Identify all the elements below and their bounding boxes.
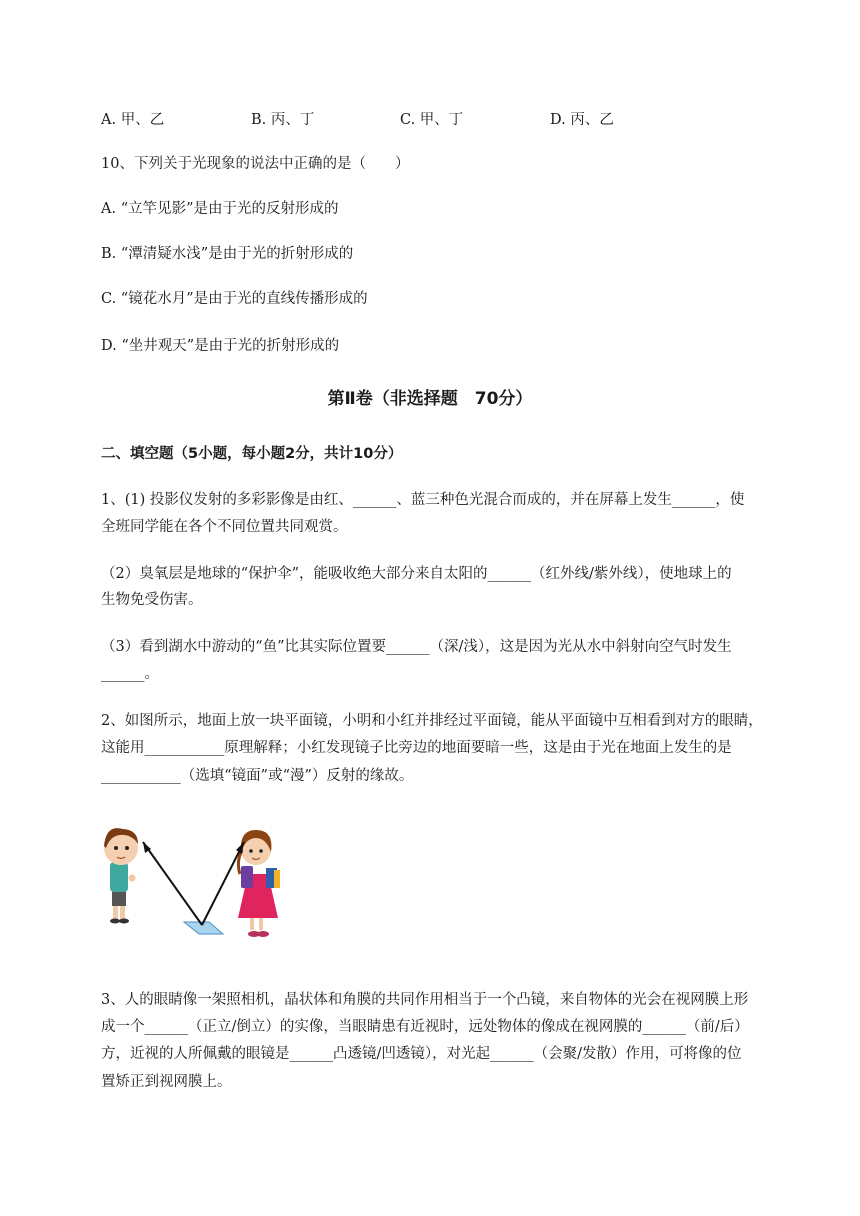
fill-3-line-3: 方，近视的人所佩戴的眼镜是______凸透镜/凹透镜），对光起______（会聚/发散）作用，可将像的位 — [101, 1046, 742, 1062]
mirror-reflection-figure — [98, 818, 294, 950]
fill-3-line-2: 成一个______（正立/倒立）的实像，当眼睛患有近视时，远处物体的像成在视网膜的______（前/后） — [101, 1019, 749, 1035]
q9-option-a: A. 甲、乙 — [101, 112, 165, 128]
q10-option-d: D. “坐井观天”是由于光的折射形成的 — [101, 338, 340, 354]
fill-1-line-1: 1、(1) 投影仪发射的多彩影像是由红、______、蓝三种色光混合而成的，并在屏幕上发生______，使 — [101, 492, 745, 508]
q9-options — [101, 108, 741, 128]
q10-option-c: C. “镜花水月”是由于光的直线传播形成的 — [101, 291, 368, 307]
q9-option-c: C. 甲、丁 — [400, 112, 464, 128]
q10-option-a: A. “立竿见影”是由于光的反射形成的 — [101, 201, 339, 217]
girl-figure — [238, 830, 280, 937]
section-title: 第Ⅱ卷（非选择题 70分） — [327, 389, 533, 409]
fill-3-line-4: 置矫正到视网膜上。 — [101, 1074, 232, 1090]
boy-figure — [104, 828, 138, 923]
fill-1-line-5: （3）看到湖水中游动的“鱼”比其实际位置要______（深/浅），这是因为光从水中斜射向空气时发生 — [101, 639, 732, 655]
q10-stem: 10、下列关于光现象的说法中正确的是（ ） — [101, 156, 410, 172]
fill-2-line-1: 2、如图所示，地面上放一块平面镜，小明和小红并排经过平面镜，能从平面镜中互相看到对方的眼睛， — [101, 713, 763, 729]
fill-1-line-4: 生物免受伤害。 — [101, 592, 203, 608]
light-ray-arrows — [143, 842, 244, 925]
fill-1-line-3: （2）臭氧层是地球的“保护伞”，能吸收绝大部分来自太阳的______（红外线/紫外线），使地球上的 — [101, 566, 732, 582]
q10-option-b: B. “潭清疑水浅”是由于光的折射形成的 — [101, 246, 354, 262]
fill-2-line-2: 这能用___________原理解释；小红发现镜子比旁边的地面要暗一些，这是由于光在地面上发生的是 — [101, 740, 732, 756]
fill-1-line-2: 全班同学能在各个不同位置共同观赏。 — [101, 519, 348, 535]
fill-2-line-3: ___________（选填“镜面”或“漫”）反射的缘故。 — [101, 768, 414, 784]
fill-3-line-1: 3、人的眼睛像一架照相机，晶状体和角膜的共同作用相当于一个凸镜，来自物体的光会在视网膜上形 — [101, 992, 749, 1008]
section-heading: 二、填空题（5小题，每小题2分，共计10分） — [101, 446, 403, 462]
q9-option-b: B. 丙、丁 — [251, 112, 315, 128]
fill-1-line-6: ______。 — [101, 666, 159, 682]
q9-option-d: D. 丙、乙 — [550, 112, 614, 128]
